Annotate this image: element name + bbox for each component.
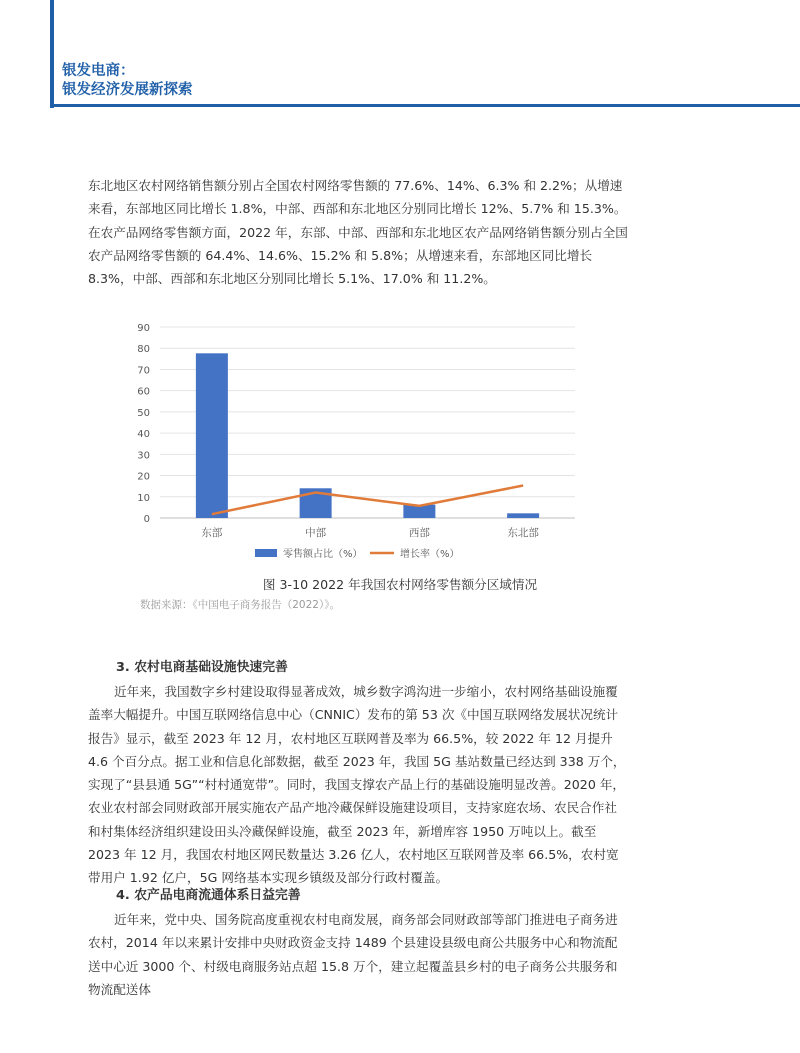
section-4-title: 4. 农产品电商流通体系日益完善 [116, 888, 301, 903]
y-tick-label: 0 [143, 514, 150, 525]
legend-label-line: 增长率（%） [400, 549, 460, 560]
x-tick-label: 东部 [201, 527, 223, 539]
regional-sales-chart [120, 315, 590, 585]
header-title-line1: 银发电商： [62, 63, 135, 79]
header-rule [50, 104, 800, 107]
y-tick-label: 70 [137, 365, 150, 377]
y-tick-label: 80 [137, 344, 150, 356]
y-tick-label: 30 [137, 450, 150, 462]
figure-source: 数据来源：《中国电子商务报告（2022）》。 [140, 599, 340, 611]
x-tick-label: 东北部 [507, 527, 539, 539]
y-tick-label: 60 [137, 386, 150, 398]
section-3-text: 近年来，我国数字乡村建设取得显著成效，城乡数字鸿沟进一步缩小，农村网络基础设施覆盖率大幅提升。中国互联网络信息中心（CNNIC）发布的第 53 次《中国互联网络发展状况统计报告》显示，截至 2023 年 12 月，农村地区互联网普及率为 66.5%，较 2022 年 12 月提升 4.6 个百分点。据工业和信息化部数据，截至 2023 年，我国 5G 基站数量已经达到 338 万个，实现了“县县通 5G”“村村通宽带”。同时，我国支撑农产品上行的基础设施明显改善。2020 年，农业农村部会同财政部开展实施农产品产地冷藏保鲜设施建设项目，支持家庭农场、农民合作社和村集体经济组织建设田头冷藏保鲜设施，截至 2023 年，新增库容 1950 万吨以上。截至 2023 年 12 月，我国农村地区网民数量达 3.26 亿人，农村地区互联网普及率 66.5%，农村宽带用户 1.92 亿户，5G 网络基本实现乡镇级及部分行政村覆盖。 [88, 684, 626, 886]
legend-swatch-bar [255, 549, 277, 557]
intro-paragraph: 东北地区农村网络销售额分别占全国农村网络零售额的 77.6%、14%、6.3% 和 2.2%；从增速来看，东部地区同比增长 1.8%，中部、西部和东北地区分别同比增长 12%、5.7% 和 15.3%。在农产品网络零售额方面，2022 年，东部、中部、西部和东北地区农产品网络销售额分别占全国农产品网络零售额的 64.4%、14.6%、15.2% 和 5.8%；从增速来看，东部地区同比增长 8.3%，中部、西部和东北地区分别同比增长 5.1%、17.0% 和 11.2%。 [88, 178, 628, 287]
header-title-line2: 银发经济发展新探索 [62, 82, 193, 98]
section-3-paragraph [88, 680, 628, 890]
figure-caption: 图 3-10 2022 年我国农村网络零售额分区域情况 [262, 577, 538, 592]
y-tick-label: 90 [137, 323, 150, 334]
section-3-title: 3. 农村电商基础设施快速完善 [116, 660, 288, 675]
growth-rate-line [212, 486, 523, 515]
bar-0 [196, 353, 228, 518]
y-tick-label: 50 [137, 407, 150, 419]
x-tick-label: 中部 [305, 527, 327, 539]
y-tick-label: 40 [137, 429, 150, 441]
bar-3 [507, 513, 539, 518]
y-tick-label: 10 [137, 492, 150, 504]
header-accent-bar [50, 0, 54, 108]
section-4-text: 近年来，党中央、国务院高度重视农村电商发展，商务部会同财政部等部门推进电子商务进农村，2014 年以来累计安排中央财政资金支持 1489 个县建设县级电商公共服务中心和物流配送中心近 3000 个、村级电商服务站点超 15.8 万个，建立起覆盖县乡村的电子商务公共服务和物流配送体 [88, 912, 618, 997]
y-tick-label: 20 [137, 471, 150, 483]
legend-label-bar: 零售额占比（%） [283, 549, 363, 560]
x-tick-label: 西部 [408, 527, 430, 539]
running-header [62, 62, 193, 100]
section-4-paragraph [88, 908, 628, 1001]
